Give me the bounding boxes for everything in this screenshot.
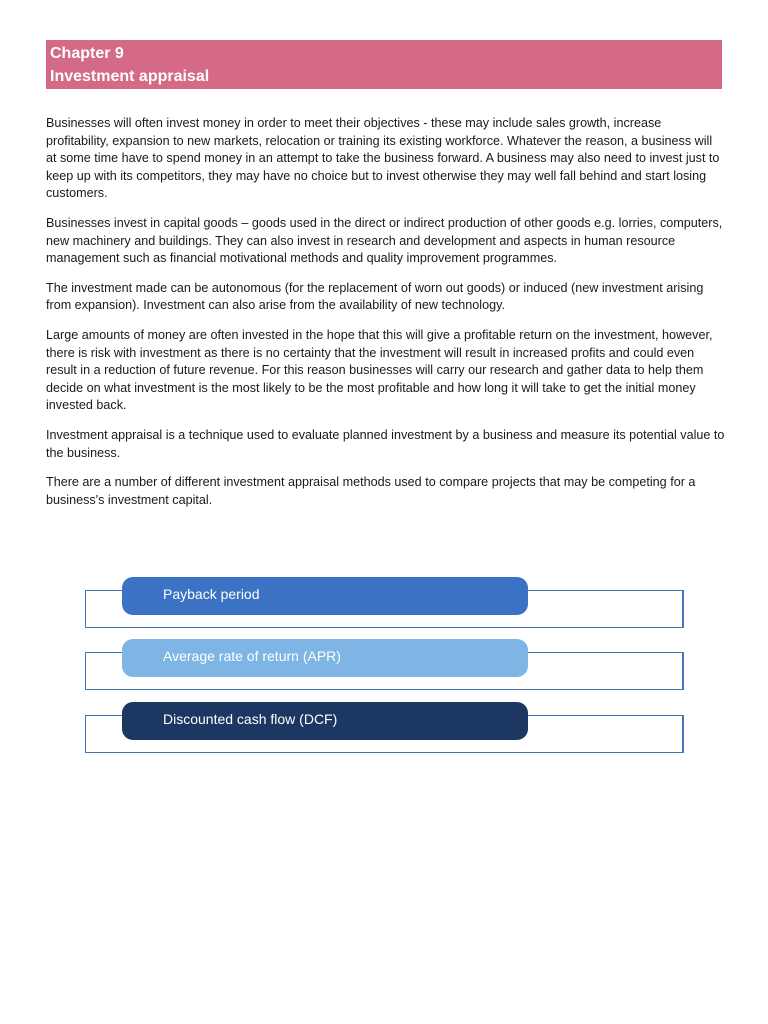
method-label-box xyxy=(122,702,528,740)
paragraph: Businesses invest in capital goods – goods used in the direct or indirect production of other goods e.g. lorries, computers, new machinery and buildings. They can also invest in research and development and aspects in human resource management such as financial motivational methods and quality improvement programmes. xyxy=(46,215,723,266)
paragraph: Investment appraisal is a technique used to evaluate planned investment by a business and measure its potential value to the business. xyxy=(46,427,725,460)
method-label-box xyxy=(122,577,528,615)
body-text xyxy=(46,115,726,521)
chapter-number: Chapter 9 xyxy=(50,45,124,62)
method-discounted-cash-flow xyxy=(85,702,685,752)
method-payback-period xyxy=(85,577,685,627)
paragraph: Businesses will often invest money in order to meet their objectives - these may include sales growth, increase profitability, expansion to new markets, relocation or training its existing workforce. Whatever the reason, a business will at some time have to spend money in an attempt to take the business forward. A business may also need to invest just to keep up with its competitors, they may have no choice but to invest otherwise they may well fall behind and start losing customers. xyxy=(46,116,720,201)
method-average-rate-of-return xyxy=(85,639,685,689)
paragraph: The investment made can be autonomous (for the replacement of worn out goods) or induced (new investment arising from expansion). Investment can also arise from the availability of new technology. xyxy=(46,280,704,313)
chapter-banner xyxy=(46,40,722,89)
method-label: Payback period xyxy=(163,586,260,602)
paragraph: There are a number of different investment appraisal methods used to compare projects that may be competing for a business's investment capital. xyxy=(46,475,696,507)
method-label-box xyxy=(122,639,528,677)
method-label: Average rate of return (APR) xyxy=(163,648,341,664)
chapter-title: Investment appraisal xyxy=(50,68,210,85)
paragraph: Large amounts of money are often invested in the hope that this will give a profitable return on the investment, however, there is risk with investment as there is no certainty that the investment will result in increased profits and could even result in a reduction of future revenue. For this reason businesses will carry our research and gather data to help them decide on what investment is the most likely to be the most profitable and how long it will take to get the initial money invested back. xyxy=(46,327,713,413)
method-label: Discounted cash flow (DCF) xyxy=(163,711,338,727)
